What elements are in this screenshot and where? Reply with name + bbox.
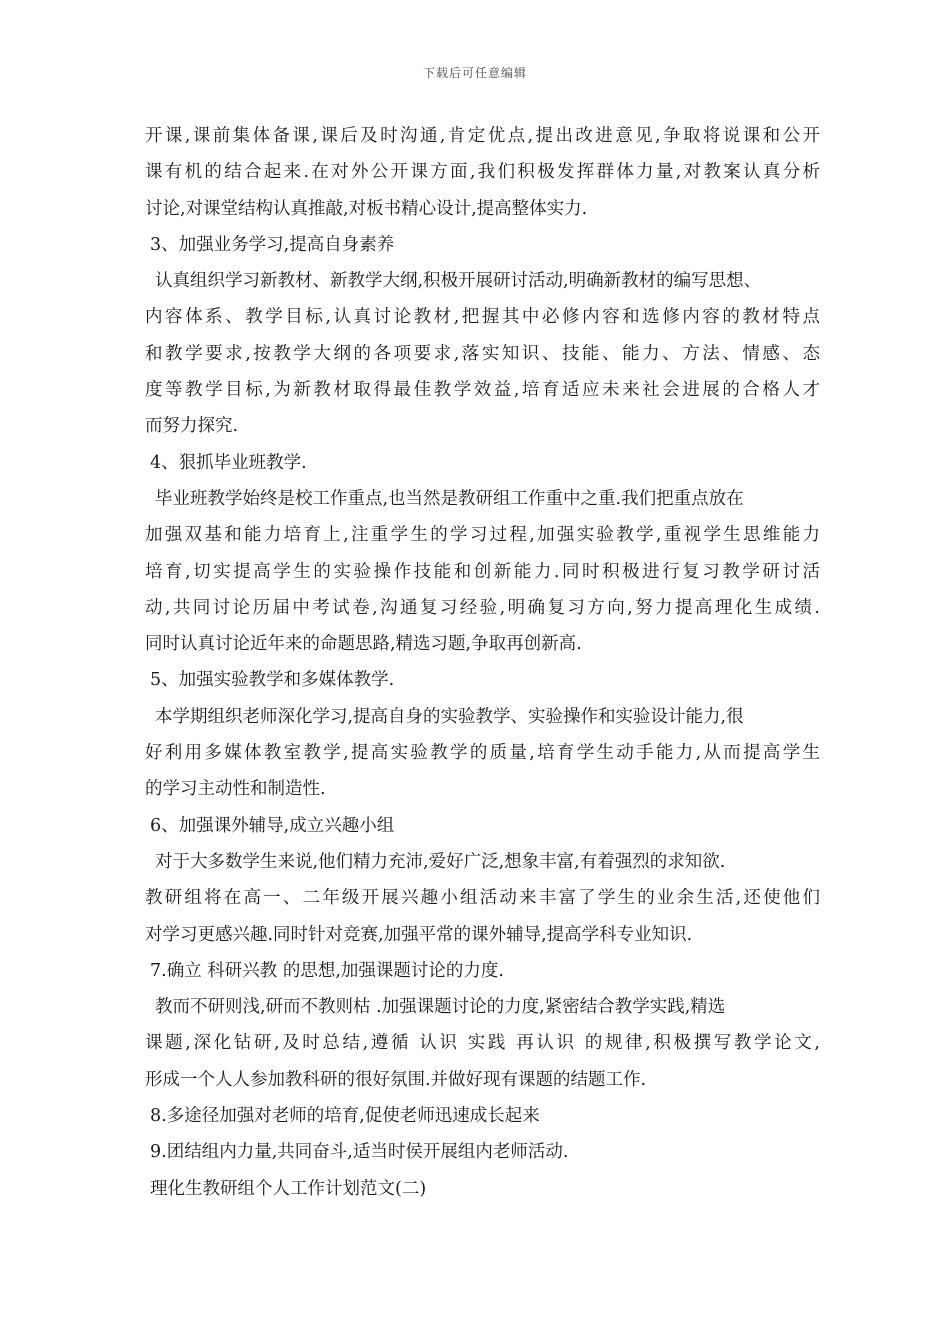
text-line: 理化生教研组个人工作计划范文(二) — [150, 1178, 427, 1199]
text-line: 讨论,对课堂结构认真推敲,对板书精心设计,提高整体实力. — [145, 198, 588, 219]
text-line: 认真组织学习新教材、新教学大纲,积极开展研讨活动,明确新教材的编写思想、 — [155, 271, 762, 292]
text-line: 本学期组织老师深化学习,提高自身的实验教学、实验操作和实验设计能力,很 — [155, 706, 744, 727]
text-line: 毕业班教学始终是校工作重点,也当然是教研组工作重中之重.我们把重点放在 — [155, 488, 744, 509]
page-header: 下载后可任意编辑 — [422, 66, 527, 80]
text-line: 动,共同讨论历届中考试卷,沟通复习经验,明确复习方向,努力提高理化生成绩. — [145, 597, 820, 618]
text-line: 课有机的结合起来.在对外公开课方面,我们积极发挥群体力量,对教案认真分析 — [145, 162, 820, 183]
text-line: 度等教学目标,为新教材取得最佳教学效益,培育适应未来社会进展的合格人才 — [145, 380, 820, 401]
text-line: 内容体系、教学目标,认真讨论教材,把握其中必修内容和选修内容的教材特点 — [145, 307, 820, 328]
text-line: 而努力探究. — [145, 416, 239, 437]
text-line: 的学习主动性和制造性. — [145, 779, 326, 800]
document-body — [145, 118, 820, 1207]
text-line: 加强双基和能力培育上,注重学生的学习过程,加强实验教学,重视学生思维能力 — [145, 525, 820, 546]
text-line: 同时认真讨论近年来的命题思路,精选习题,争取再创新高. — [145, 634, 582, 655]
text-line: 好利用多媒体教室教学,提高实验教学的质量,培育学生动手能力,从而提高学生 — [145, 743, 820, 764]
text-line: 3、加强业务学习,提高自身素养 — [150, 234, 395, 255]
text-line: 和教学要求,按教学大纲的各项要求,落实知识、技能、能力、方法、情感、态 — [145, 343, 820, 364]
text-line: 7.确立 科研兴教 的思想,加强课题讨论的力度. — [150, 960, 504, 981]
text-line: 9.团结组内力量,共同奋斗,适当时侯开展组内老师活动. — [150, 1142, 569, 1163]
text-line: 课题,深化钻研,及时总结,遵循 认识 实践 再认识 的规律,积极撰写教学论文, — [145, 1033, 820, 1054]
text-line: 4、狠抓毕业班教学. — [150, 452, 307, 473]
text-line: 教而不研则浅,研而不教则枯 .加强课题讨论的力度,紧密结合教学实践,精选 — [155, 997, 726, 1018]
text-line: 培育,切实提高学生的实验操作技能和创新能力.同时积极进行复习教学研讨活 — [145, 561, 820, 582]
text-line: 形成一个人人参加教科研的很好氛围.并做好现有课题的结题工作. — [145, 1069, 647, 1090]
text-line: 教研组将在高一、二年级开展兴趣小组活动来丰富了学生的业余生活,还使他们 — [145, 888, 820, 909]
text-line: 对于大多数学生来说,他们精力充沛,爱好广泛,想象丰富,有着强烈的求知欲. — [155, 851, 726, 872]
text-line: 5、加强实验教学和多媒体教学. — [150, 670, 395, 691]
text-line: 8.多途径加强对老师的培育,促使老师迅速成长起来 — [150, 1106, 540, 1127]
text-line: 对学习更感兴趣.同时针对竞赛,加强平常的课外辅导,提高学科专业知识. — [145, 924, 693, 945]
text-line: 6、加强课外辅导,成立兴趣小组 — [150, 815, 395, 836]
text-line: 开课,课前集体备课,课后及时沟通,肯定优点,提出改进意见,争取将说课和公开 — [145, 126, 820, 146]
